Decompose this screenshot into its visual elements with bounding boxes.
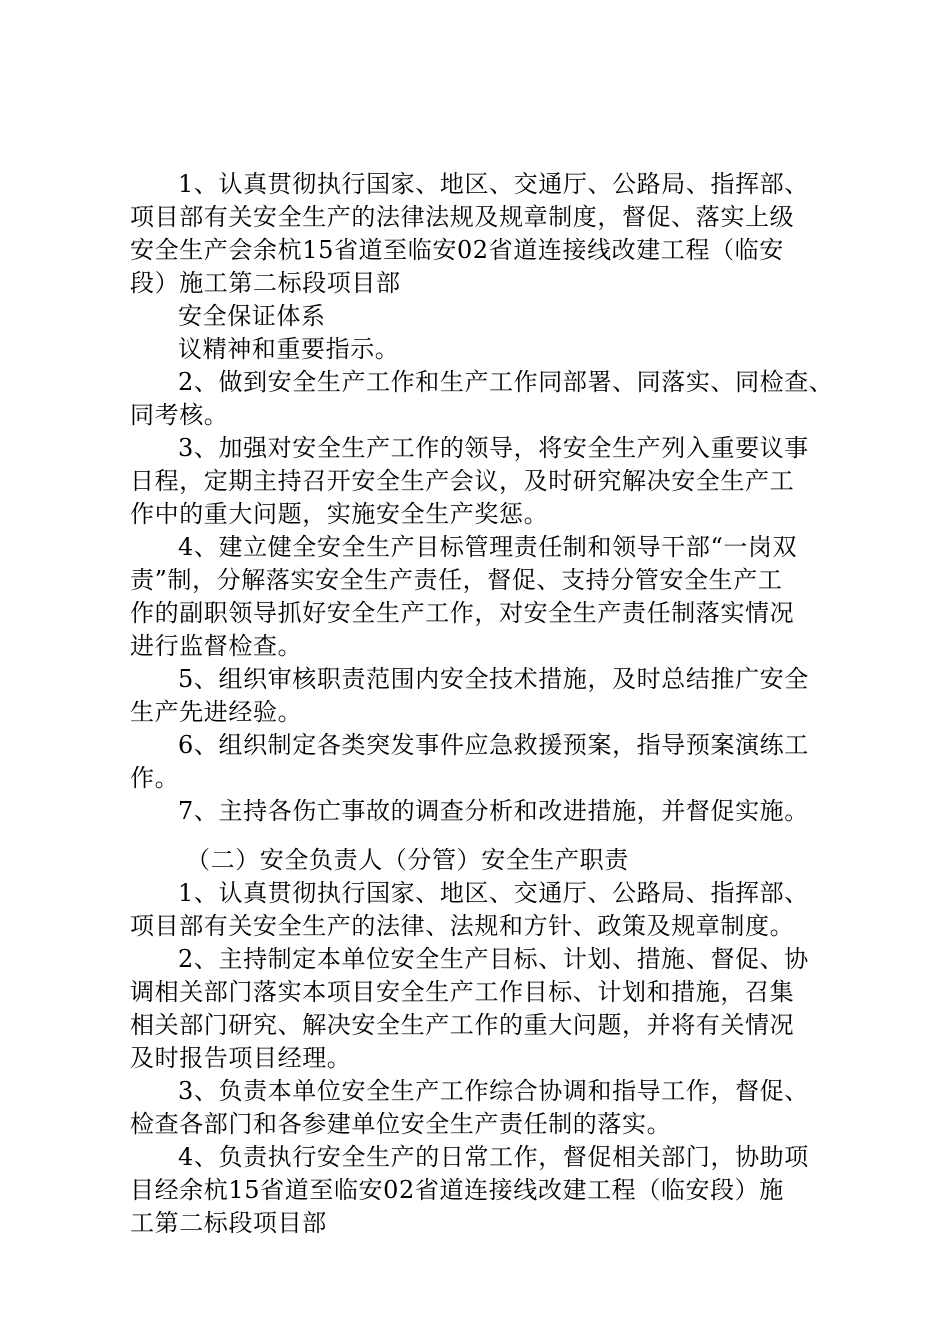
- paragraph-line: 1、认真贯彻执行国家、地区、交通厅、公路局、指挥部、: [178, 170, 809, 198]
- paragraph-line: 5、组织审核职责范围内安全技术措施，及时总结推广安全: [178, 665, 809, 693]
- paragraph-line: 同考核。: [130, 401, 229, 429]
- paragraph-line: 3、负责本单位安全生产工作综合协调和指导工作，督促、: [178, 1077, 809, 1105]
- paragraph-line: 6、组织制定各类突发事件应急救援预案，指导预案演练工: [178, 731, 809, 759]
- paragraph-line: 及时报告项目经理。: [130, 1044, 352, 1072]
- paragraph-line: 安全保证体系: [178, 302, 326, 330]
- paragraph-line: 相关部门研究、解决安全生产工作的重大问题，并将有关情况: [130, 1011, 795, 1039]
- paragraph-line: 责”制，分解落实安全生产责任，督促、支持分管安全生产工: [130, 566, 783, 594]
- paragraph-line: 7、主持各伤亡事故的调查分析和改进措施，并督促实施。: [178, 797, 809, 825]
- section-gap: [130, 828, 830, 844]
- paragraph-line: 项目部有关安全生产的法律、法规和方针、政策及规章制度。: [130, 912, 795, 940]
- document-body: [130, 168, 834, 1240]
- paragraph-line: 检查各部门和各参建单位安全生产责任制的落实。: [130, 1110, 672, 1138]
- section-heading: （二）安全负责人（分管）安全生产职责: [186, 846, 629, 874]
- paragraph-line: 3、加强对安全生产工作的领导，将安全生产列入重要议事: [178, 434, 809, 462]
- paragraph-line: 4、建立健全安全生产目标管理责任制和领导干部“一岗双: [178, 533, 798, 561]
- paragraph-line: 目经余杭15省道至临安02省道连接线改建工程（临安段）施: [130, 1176, 784, 1204]
- paragraph-line: 段）施工第二标段项目部: [130, 269, 401, 297]
- paragraph-line: 1、认真贯彻执行国家、地区、交通厅、公路局、指挥部、: [178, 879, 809, 907]
- paragraph-line: 作中的重大问题，实施安全生产奖惩。: [130, 500, 549, 528]
- paragraph-line: 项目部有关安全生产的法律法规及规章制度，督促、落实上级: [130, 203, 795, 231]
- paragraph-line: 进行监督检查。: [130, 632, 303, 660]
- paragraph-line: 日程，定期主持召开安全生产会议，及时研究解决安全生产工: [130, 467, 795, 495]
- paragraph-line: 工第二标段项目部: [130, 1209, 327, 1237]
- paragraph-line: 安全生产会余杭15省道至临安02省道连接线改建工程（临安: [130, 236, 784, 264]
- paragraph-line: 调相关部门落实本项目安全生产工作目标、计划和措施，召集: [130, 978, 795, 1006]
- paragraph-line: 议精神和重要指示。: [178, 335, 400, 363]
- paragraph-line: 作。: [130, 764, 180, 792]
- paragraph-line: 生产先进经验。: [130, 698, 303, 726]
- paragraph-line: 4、负责执行安全生产的日常工作，督促相关部门，协助项: [178, 1143, 809, 1171]
- paragraph-line: 2、主持制定本单位安全生产目标、计划、措施、督促、协: [178, 945, 809, 973]
- paragraph-line: 2、做到安全生产工作和生产工作同部署、同落实、同检查、: [178, 368, 834, 396]
- paragraph-line: 作的副职领导抓好安全生产工作，对安全生产责任制落实情况: [130, 599, 795, 627]
